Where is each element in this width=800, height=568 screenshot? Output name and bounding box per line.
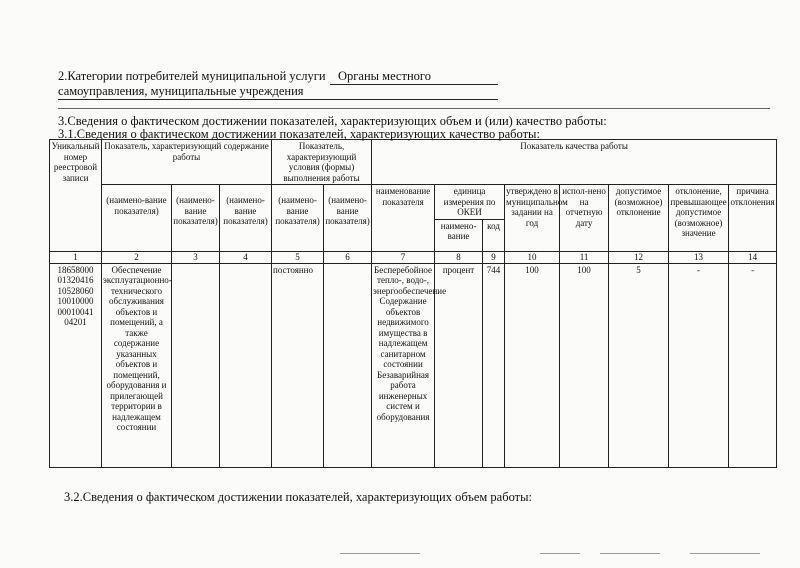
- header-executed: испол-нено на отчетную дату: [560, 185, 609, 252]
- column-number: 11: [560, 251, 609, 263]
- header-approved: утверждено в муниципальном задании на год: [505, 185, 560, 252]
- header-quality-indicator: Показатель качества работы: [372, 140, 777, 185]
- scan-artifact-line: [540, 553, 580, 554]
- header-content-indicator: Показатель, характеризующий содержание работы: [102, 140, 272, 185]
- header-unit: единица измерения по ОКЕИ: [435, 185, 505, 220]
- subheader-name-4: (наимено-вание показателя): [272, 185, 324, 252]
- cell-unit-name: процент: [435, 263, 483, 467]
- cell-unit-code: 744: [483, 263, 505, 467]
- underline: [330, 84, 498, 85]
- column-number: 7: [372, 251, 435, 263]
- table-row: [50, 263, 777, 467]
- column-number: 3: [172, 251, 220, 263]
- cell-unique-number: 18658000 01320416 10528060 10010000 00010041 04201: [50, 263, 102, 467]
- scan-artifact-line: [690, 553, 760, 554]
- header-unit-code: код: [483, 219, 505, 251]
- column-number: 6: [324, 251, 372, 263]
- underline: [58, 99, 498, 100]
- scan-artifact-line: [600, 553, 660, 554]
- column-number: 5: [272, 251, 324, 263]
- column-number: 14: [729, 251, 777, 263]
- header-deviation: отклонение, превышающее допустимое (возможное) значение: [669, 185, 729, 252]
- column-number: 10: [505, 251, 560, 263]
- cell-empty: [172, 263, 220, 467]
- header-reason: причина отклонения: [729, 185, 777, 252]
- cell-reason: -: [729, 263, 777, 467]
- subheader-name-1: (наимено-вание показателя): [102, 185, 172, 252]
- scan-artifact-line: [340, 553, 420, 554]
- cell-executed: 100: [560, 263, 609, 467]
- cell-deviation: -: [669, 263, 729, 467]
- cell-indicator: Бесперебойное тепло-, водо-, энергообеспечение Содержание объектов недвижимого имущества в надлежащем санитарном состоянии Безаварийная работа инженерных систем и оборудования: [372, 263, 435, 467]
- subheader-name-2: (наимено-вание показателя): [172, 185, 220, 252]
- cell-condition: постоянно: [272, 263, 324, 467]
- consumer-category-label: 2.Категории потребителей муниципальной услуги: [58, 69, 326, 83]
- column-number: 4: [220, 251, 272, 263]
- header-unit-name: наимено-вание: [435, 219, 483, 251]
- subheader-name-5: (наимено-вание показателя): [324, 185, 372, 252]
- section3-title: 3.Сведения о фактическом достижении показателей, характеризующих объем и (или) качество работы:: [58, 114, 607, 128]
- cell-content: Обеспечение эксплуатационно-технического обслуживания объектов и помещений, а также содержание указанных объектов и помещений, оборудования и прилегающей территории в надлежащем состоянии: [102, 263, 172, 467]
- header-conditions-indicator: Показатель, характеризующий условия (формы) выполнения работы: [272, 140, 372, 185]
- column-number: 2: [102, 251, 172, 263]
- column-number: 8: [435, 251, 483, 263]
- column-number: 13: [669, 251, 729, 263]
- consumer-category-value-line1: Органы местного: [338, 69, 431, 83]
- column-number: 9: [483, 251, 505, 263]
- cell-empty: [220, 263, 272, 467]
- cell-allowed: 5: [609, 263, 669, 467]
- quality-table: [49, 139, 777, 468]
- header-indicator-name: наименование показателя: [372, 185, 435, 252]
- column-number: 1: [50, 251, 102, 263]
- consumer-category-value-line2: самоуправления, муниципальные учреждения: [58, 84, 304, 98]
- cell-approved: 100: [505, 263, 560, 467]
- header-unique-number: Уникальный номер реестровой записи: [50, 140, 102, 252]
- subheader-name-3: (наимено-вание показателя): [220, 185, 272, 252]
- section3-2-title: 3.2.Сведения о фактическом достижении показателей, характеризующих объем работы:: [64, 490, 532, 504]
- column-number: 12: [609, 251, 669, 263]
- cell-empty: [324, 263, 372, 467]
- section3-1-title: 3.1.Сведения о фактическом достижении показателей, характеризующих качество работы:: [58, 127, 540, 141]
- header-allowed: допустимое (возможное) отклонение: [609, 185, 669, 252]
- separator-line: [58, 108, 770, 109]
